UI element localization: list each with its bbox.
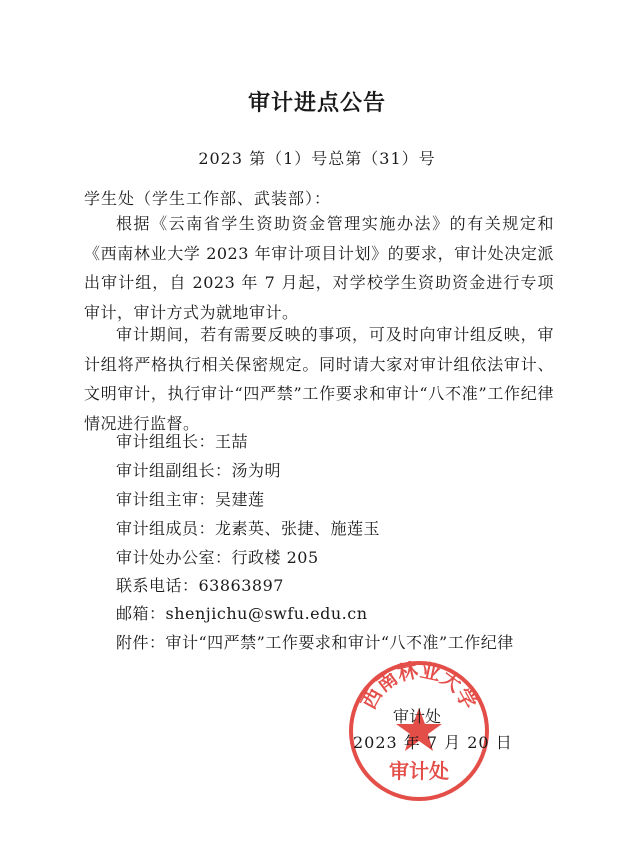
office-line: 审计处办公室：行政楼 205 <box>116 548 319 567</box>
team-leader-line: 审计组组长：王喆 <box>116 432 249 451</box>
phone-line: 联系电话：63863897 <box>116 576 284 595</box>
seal-top-text: 西南林业大学 <box>356 657 482 713</box>
signature-date: 2023 年 7 月 20 日 <box>353 733 513 752</box>
chief-auditor-line: 审计组主审：吴建莲 <box>116 490 265 509</box>
email-line: 邮箱：shenjichu@swfu.edu.cn <box>116 604 368 623</box>
addressee: 学生处（学生工作部、武装部）： <box>84 189 332 208</box>
team-members-line: 审计组成员：龙素英、张捷、施莲玉 <box>116 519 381 538</box>
seal-bottom-text: 审计处 <box>389 759 449 783</box>
document-number: 2023 第（1）号总第（31）号 <box>198 149 436 168</box>
paragraph-2: 审计期间，若有需要反映的事项，可及时向审计组反映，审计组将严格执行相关保密规定。同时请大家对审计组依法审计、文明审计，执行审计“四严禁”工作要求和审计“八不准”工作纪律情况进行监督。 <box>84 325 554 433</box>
document-title: 审计进点公告 <box>247 91 386 116</box>
signature-dept: 审计处 <box>393 707 442 726</box>
attachment-line: 附件：审计“四严禁”工作要求和审计“八不准”工作纪律 <box>116 633 514 652</box>
deputy-leader-line: 审计组副组长：汤为明 <box>116 461 282 480</box>
paragraph-1: 根据《云南省学生资助资金管理实施办法》的有关规定和《西南林业大学 2023 年审计项目计划》的要求，审计处决定派出审计组，自 2023 年 7 月起，对学校学生资助资金进行专项审计，审计方式为就地审计。 <box>84 214 554 322</box>
